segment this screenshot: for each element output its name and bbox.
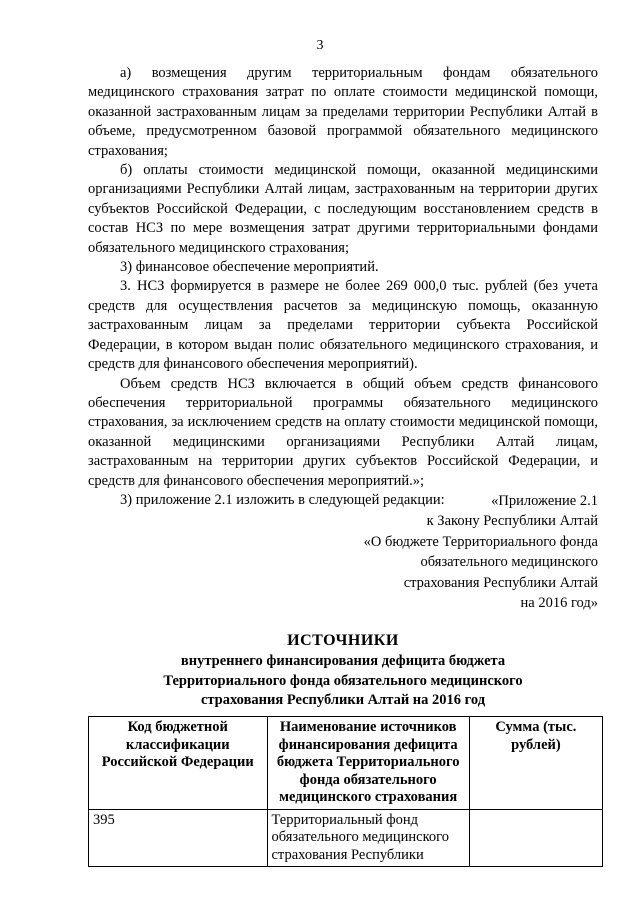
cell-amount — [469, 809, 602, 867]
body-text — [88, 64, 598, 510]
cell-name: Территориальный фонд обязательного медицинского страхования Республики — [267, 809, 469, 867]
header-amount: Сумма (тыс. рублей) — [469, 717, 602, 810]
appendix-reference — [364, 491, 598, 613]
title-line: внутреннего финансирования дефицита бюджета — [180, 653, 506, 669]
cell-code: 395 — [89, 809, 268, 867]
appendix-line: обязательного медицинского — [420, 554, 598, 571]
document-title — [88, 630, 598, 711]
appendix-line: страхования Республики Алтай — [403, 574, 598, 591]
title-line: Территориального фонда обязательного медицинского — [163, 672, 523, 689]
sources-table — [88, 716, 603, 867]
paragraph-b: б) оплаты стоимости медицинской помощи, оказанной медицинскими организациями Республики Алтай лицам, застрахованным на территории других субъектов Российской Федерации, с последующим восстановлением средств в состав НСЗ по мере возмещения затрат другими территориальными фондами обязательного медицинского страхования; — [88, 162, 598, 256]
paragraph-nsz-size: 3. НСЗ формируется в размере не более 269 000,0 тыс. рублей (без учета средств для осуществления расчетов за медицинскую помощь, оказанную застрахованным лицам за пределами территории субъекта Российской Федерации, в котором выдан полис обязательного медицинского страхования, и средств для финансового обеспечения мероприятий). — [88, 278, 598, 373]
paragraph-a: а) возмещения другим территориальным фондам обязательного медицинского страхования затрат по оплате стоимости медицинской помощи, оказанной застрахованным лицам за пределами территории Республики Алтай в объеме, предусмотренном базовой программой обязательного медицинского страхования; — [88, 65, 598, 159]
title-main: ИСТОЧНИКИ — [287, 632, 399, 649]
appendix-line: «О бюджете Территориального фонда — [363, 533, 598, 550]
table-row — [89, 809, 603, 867]
header-code: Код бюджетной классификации Российской Федерации — [89, 717, 268, 810]
table-header-row — [89, 717, 603, 810]
appendix-line: к Закону Республики Алтай — [426, 513, 598, 530]
paragraph-nsz-volume: Объем средств НСЗ включается в общий объем средств финансового обеспечения территориальной программы обязательного медицинского страхования, за исключением средств на оплату стоимости медицинской помощи, оказанной медицинскими организациями Республики Алтай лицам, застрахованным на территории других субъектов Российской Федерации, и средств для финансового обеспечения мероприятий.»; — [88, 375, 598, 489]
paragraph-appendix-intro: 3) приложение 2.1 изложить в следующей редакции: — [120, 491, 445, 508]
appendix-line: «Приложение 2.1 — [491, 493, 598, 509]
paragraph-3-item: 3) финансовое обеспечение мероприятий. — [120, 259, 379, 276]
header-name: Наименование источников финансирования дефицита бюджета Территориального фонда обязательного медицинского страхования — [267, 717, 469, 810]
page-number: 3 — [316, 38, 324, 53]
appendix-line: на 2016 год» — [520, 595, 598, 612]
title-line: страхования Республики Алтай на 2016 год — [200, 692, 486, 708]
